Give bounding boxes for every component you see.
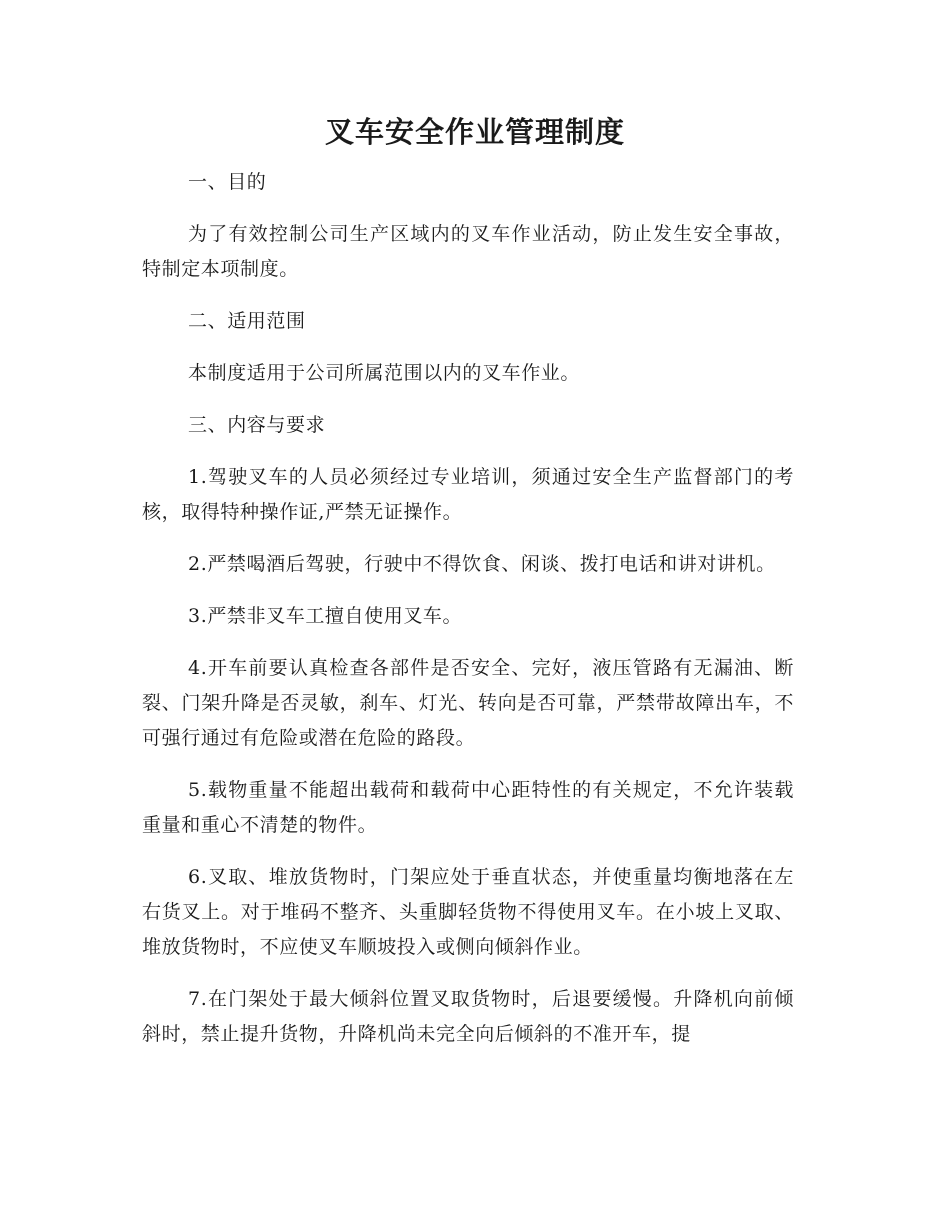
requirement-item-1: 1.驾驶叉车的人员必须经过专业培训，须通过安全生产监督部门的考核，取得特种操作证,严禁无证操作。: [142, 466, 794, 523]
document-title: 叉车安全作业管理制度: [324, 115, 625, 149]
requirement-item-6: 6.叉取、堆放货物时，门架应处于垂直状态，并使重量均衡地落在左右货叉上。对于堆码不整齐、头重脚轻货物不得使用叉车。在小坡上叉取、堆放货物时，不应使叉车顺坡投入或侧向倾斜作业。: [142, 866, 794, 958]
paragraph-scope: 本制度适用于公司所属范围以内的叉车作业。: [188, 362, 581, 384]
section-heading-scope: 二、适用范围: [188, 310, 306, 332]
requirement-item-2: 2.严禁喝酒后驾驶，行驶中不得饮食、闲谈、拨打电话和讲对讲机。: [188, 553, 776, 575]
requirement-item-5: 5.载物重量不能超出载荷和载荷中心距特性的有关规定，不允许装载重量和重心不清楚的物件。: [142, 779, 794, 836]
document-body: [142, 165, 794, 1069]
paragraph-purpose: 为了有效控制公司生产区域内的叉车作业活动，防止发生安全事故，特制定本项制度。: [142, 223, 794, 280]
section-heading-purpose: 一、目的: [188, 171, 267, 193]
requirement-item-7: 7.在门架处于最大倾斜位置叉取货物时，后退要缓慢。升降机向前倾斜时，禁止提升货物，升降机尚未完全向后倾斜的不准开车，提: [142, 988, 794, 1045]
section-heading-requirements: 三、内容与要求: [188, 414, 326, 436]
requirement-item-3: 3.严禁非叉车工擅自使用叉车。: [188, 605, 463, 627]
requirement-item-4: 4.开车前要认真检查各部件是否安全、完好，液压管路有无漏油、断裂、门架升降是否灵敏，刹车、灯光、转向是否可靠，严禁带故障出车，不可强行通过有危险或潜在危险的路段。: [142, 657, 794, 749]
